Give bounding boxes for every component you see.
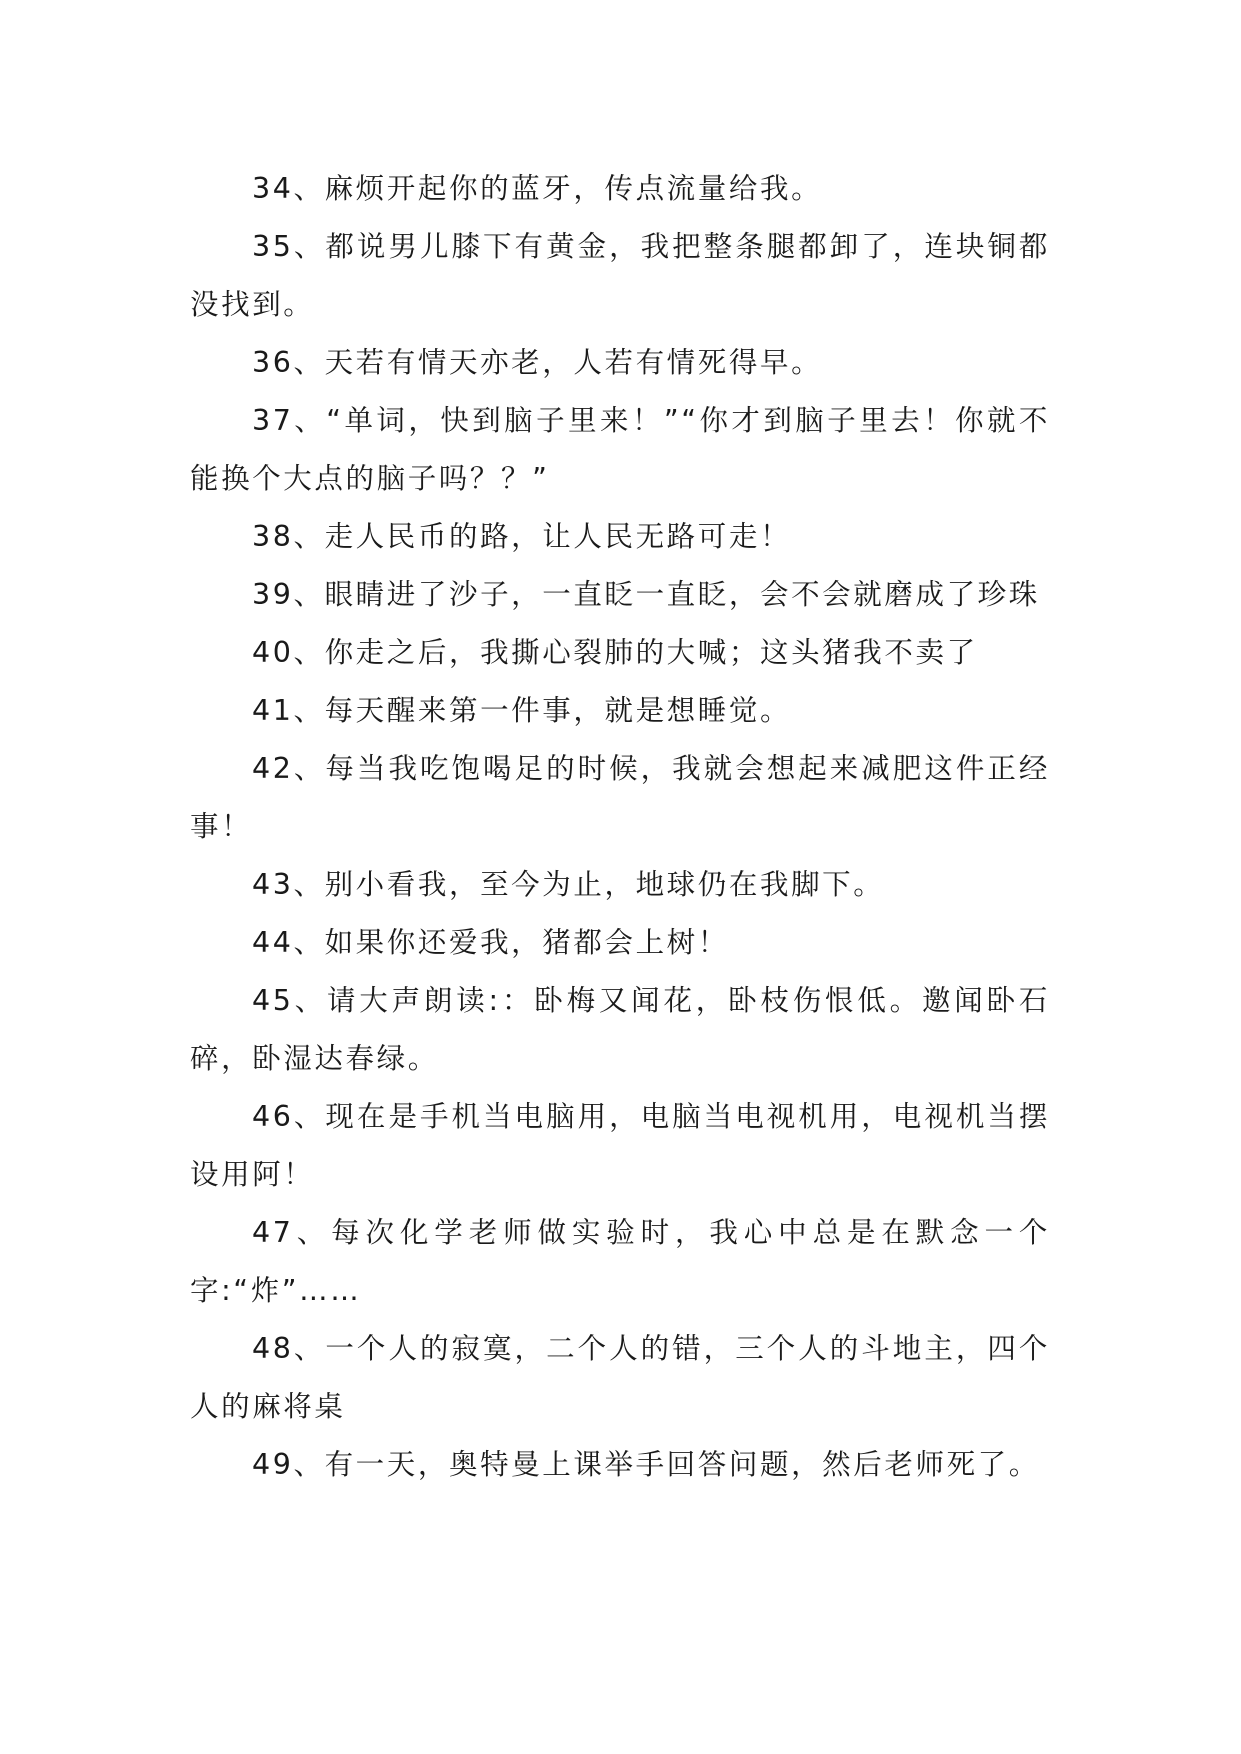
- list-item: 35、都说男儿膝下有黄金，我把整条腿都卸了，连块铜都没找到。: [190, 230, 1050, 321]
- list-item: 39、眼睛进了沙子，一直眨一直眨，会不会就磨成了珍珠: [252, 578, 1040, 611]
- joke-list: [190, 160, 1050, 1494]
- list-item: 37、“单词，快到脑子里来！”“你才到脑子里去！你就不能换个大点的脑子吗？？”: [190, 404, 1050, 495]
- list-item: 46、现在是手机当电脑用，电脑当电视机用，电视机当摆设用阿！: [190, 1100, 1050, 1191]
- list-item: 43、别小看我，至今为止，地球仍在我脚下。: [252, 868, 885, 901]
- list-item: 34、麻烦开起你的蓝牙，传点流量给我。: [252, 172, 823, 205]
- list-item: 42、每当我吃饱喝足的时候，我就会想起来减肥这件正经事！: [190, 752, 1050, 843]
- list-item: 45、请大声朗读:：卧梅又闻花，卧枝伤恨低。邀闻卧石碎，卧湿达春绿。: [190, 984, 1050, 1075]
- list-item: 36、天若有情天亦老，人若有情死得早。: [252, 346, 823, 379]
- list-item: 38、走人民币的路，让人民无路可走！: [252, 520, 792, 553]
- list-item: 40、你走之后，我撕心裂肺的大喊；这头猪我不卖了: [252, 636, 978, 669]
- list-item: 44、如果你还爱我，猪都会上树！: [252, 926, 729, 959]
- list-item: 41、每天醒来第一件事，就是想睡觉。: [252, 694, 792, 727]
- list-item: 48、一个人的寂寞，二个人的错，三个人的斗地主，四个人的麻将桌: [190, 1332, 1050, 1423]
- list-item: 47、每次化学老师做实验时，我心中总是在默念一个字:“炸”……: [190, 1216, 1050, 1307]
- list-item: 49、有一天，奥特曼上课举手回答问题，然后老师死了。: [252, 1448, 1040, 1481]
